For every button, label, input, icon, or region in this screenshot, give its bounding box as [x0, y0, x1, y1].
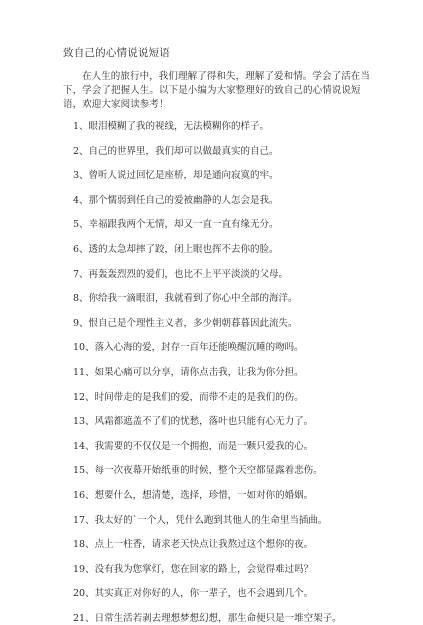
list-item: 6、透的太急却摔了跤，闭上眼也挥不去你的脸。 — [73, 243, 279, 255]
list-item: 15、每一次夜幕开始纸垂的时候，整个天空都显露着悲伤。 — [73, 465, 323, 477]
list-item: 18、点上一柱香，请求老天快点让我熬过这个想你的夜。 — [73, 539, 314, 551]
list-item: 11、如果心痛可以分享，请你点击我，让我为你分担。 — [73, 366, 304, 378]
list-item: 9、恨自己是个理性主义者，多少朝朝暮暮因此流失。 — [73, 317, 298, 329]
list-item: 2、自己的世界里，我们却可以做最真实的自己。 — [73, 145, 279, 157]
list-item: 14、我需要的不仅仅是一个拥抱，而是一颗只爱我的心。 — [73, 440, 314, 452]
list-item: 13、风霜都遮盖不了们的忧愁，落叶也只能有心无力了。 — [73, 416, 314, 428]
list-item: 12、时间带走的是我们的爱，而带不走的是我们的伤。 — [73, 391, 304, 403]
list-item: 3、曾听人说过回忆是座桥，却是通向寂寞的牢。 — [73, 170, 279, 182]
phrase-list — [63, 120, 375, 625]
list-item: 10、落入心海的爱，封存一百年还能唤醒沉睡的吻吗。 — [73, 342, 304, 354]
list-item: 17、我太好的`一个人，凭什么跑到其他人的生命里当插曲。 — [73, 514, 328, 526]
list-item: 19、没有我为您掌灯，您在回家的路上，会觉得难过吗？ — [73, 563, 314, 575]
intro-paragraph: 在人生的旅行中，我们理解了得和失，理解了爱和情。学会了活在当下，学会了把握人生。以下是小编为大家整理好的致自己的心情说说短语，欢迎大家阅读参考！ — [63, 71, 371, 110]
list-item: 20、其实真正对你好的人，你一辈子，也不会遇到几个。 — [73, 588, 314, 600]
list-item: 21、日常生活若剥去理想梦想幻想，那生命便只是一堆空架子。 — [73, 612, 342, 624]
list-item: 7、再轰轰烈烈的爱们，也比不上平平淡淡的父母。 — [73, 268, 289, 280]
list-item: 16、想要什么，想清楚，选择，珍惜，一如对你的婚姻。 — [73, 489, 314, 501]
list-item: 4、那个懦弱到任自己的爱被幽静的人怎会是我。 — [73, 194, 279, 206]
list-item: 8、你给我一滴眼泪，我就看到了你心中全部的海洋。 — [73, 293, 298, 305]
list-item: 1、眼泪模糊了我的视线，无法模糊你的样子。 — [73, 121, 270, 132]
list-item: 5、幸福跟我两个无情，却又一直一直有缘无分。 — [73, 219, 279, 231]
document-title: 致自己的心情说说短语 — [63, 47, 170, 59]
